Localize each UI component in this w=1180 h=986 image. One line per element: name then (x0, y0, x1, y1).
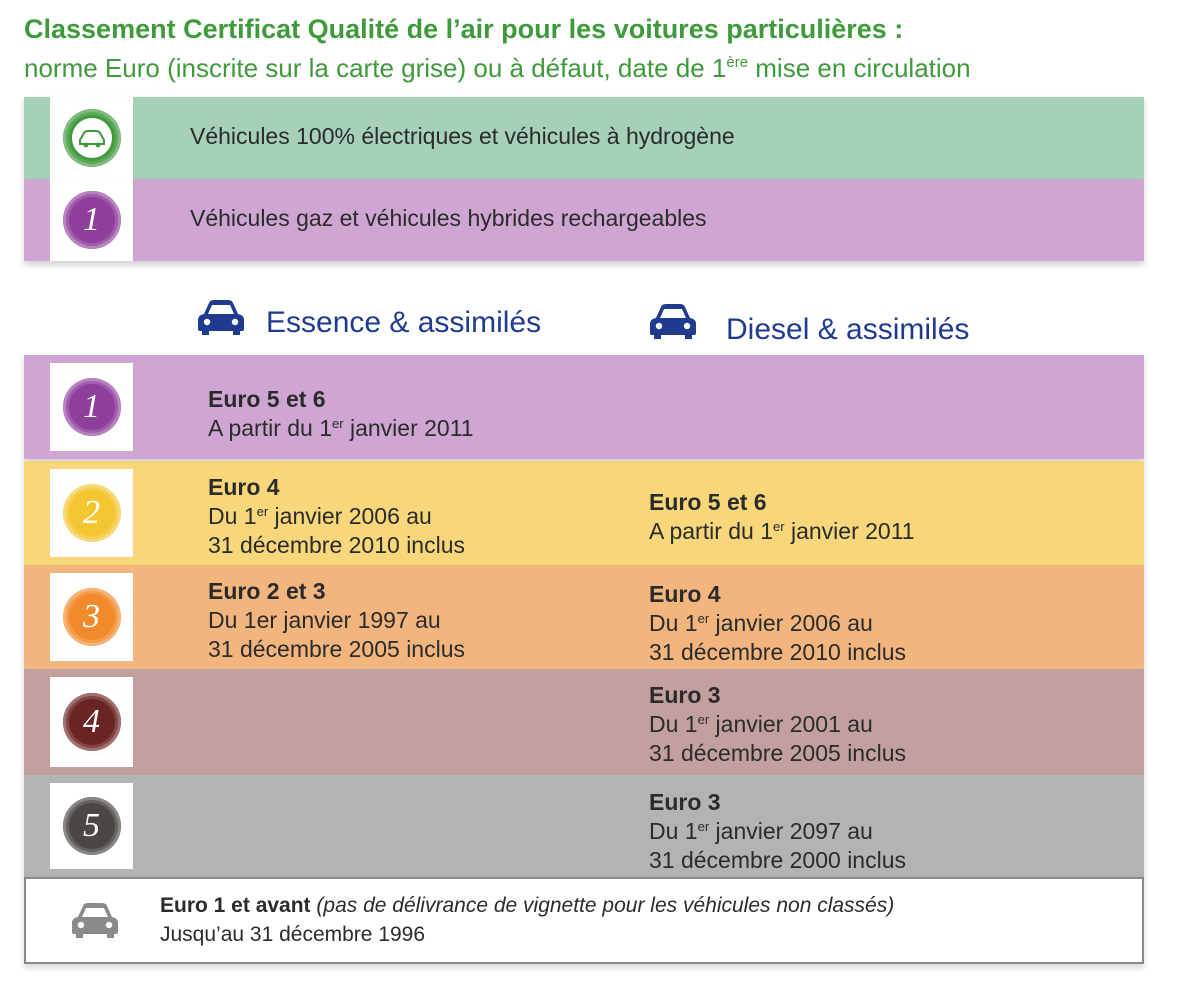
page-subtitle (24, 53, 971, 84)
date-sup: er (697, 611, 710, 626)
crit-air-number-icon: 1 (69, 197, 115, 243)
badge-box (50, 783, 133, 869)
subtitle-sup: ère (726, 54, 749, 71)
essence-euro-label: Euro 4 (208, 474, 280, 500)
essence-date-line (208, 502, 465, 531)
diesel-cell (649, 488, 915, 546)
diesel-euro-label: Euro 4 (649, 581, 721, 607)
crit-air-number-icon: 4 (69, 699, 115, 745)
row-text: Véhicules gaz et véhicules hybrides rechargeables (190, 205, 707, 231)
date-sup: er (332, 416, 344, 431)
date-text: janvier 2011 (343, 415, 474, 441)
badge-box (50, 573, 133, 661)
crit-air-1-icon (63, 191, 121, 249)
row-text: Véhicules 100% électriques et véhicules à hydrogène (190, 123, 735, 149)
crit-air-row-2 (24, 461, 1144, 565)
date-text: Du 1er janvier 1997 au (208, 607, 441, 633)
diesel-cell (649, 788, 906, 875)
diesel-date-line (649, 609, 906, 638)
car-icon (196, 298, 246, 336)
car-plug-icon (77, 127, 107, 149)
crit-air-number-icon: 5 (69, 803, 115, 849)
essence-date-line: 31 décembre 2010 inclus (208, 532, 465, 558)
crit-air-2-icon (63, 484, 121, 542)
badge-box (50, 97, 133, 179)
date-text: Du 1 (208, 503, 257, 529)
date-text: A partir du 1 (208, 415, 333, 441)
date-text: janvier 2006 au (709, 610, 873, 636)
diesel-date-line: 31 décembre 2010 inclus (649, 639, 906, 665)
car-icon (648, 302, 698, 340)
diesel-cell (649, 681, 906, 768)
unclassified-note: (pas de délivrance de vignette pour les véhicules non classés) (316, 894, 895, 917)
crit-air-row-1 (24, 355, 1144, 459)
badge-box (50, 363, 133, 451)
date-text: Du 1 (649, 610, 698, 636)
essence-date-line: 31 décembre 2005 inclus (208, 636, 465, 662)
essence-cell (208, 577, 465, 664)
diesel-euro-label: Euro 3 (649, 789, 721, 815)
date-sup: er (697, 819, 710, 834)
crit-air-5-icon (63, 797, 121, 855)
row-electric (24, 97, 1144, 179)
crit-air-row-4 (24, 669, 1144, 775)
date-text: janvier 2011 (784, 518, 915, 544)
diesel-date-line (649, 710, 906, 739)
crit-air-row-5 (24, 775, 1144, 877)
date-text: Du 1 (649, 711, 698, 737)
essence-date-line (208, 414, 474, 443)
date-sup: er (697, 712, 710, 727)
badge-box (50, 469, 133, 557)
date-sup: er (256, 504, 269, 519)
date-text: janvier 2001 au (709, 711, 873, 737)
diesel-date-line (649, 517, 915, 546)
crit-air-1-icon (63, 378, 121, 436)
diesel-cell (649, 580, 906, 667)
date-text: janvier 2097 au (709, 818, 873, 844)
crit-air-number-icon: 1 (69, 384, 115, 430)
column-essence-header: Essence & assimilés (266, 306, 542, 339)
row-gas-hybrid (24, 179, 1144, 261)
essence-euro-label: Euro 2 et 3 (208, 578, 326, 604)
essence-cell (208, 385, 474, 443)
diesel-euro-label: Euro 5 et 6 (649, 489, 767, 515)
diesel-date-line (649, 817, 906, 846)
unclassified-label: Euro 1 et avant (160, 894, 311, 917)
subtitle-text-2: mise en circulation (748, 53, 971, 83)
unclassified-text (160, 891, 894, 949)
crit-air-number-icon: 2 (69, 490, 115, 536)
date-sup: er (773, 519, 785, 534)
row-unclassified (24, 877, 1144, 964)
date-text: janvier 2006 au (268, 503, 432, 529)
diesel-euro-label: Euro 3 (649, 682, 721, 708)
car-icon (70, 901, 120, 939)
unclassified-date: Jusqu’au 31 décembre 1996 (160, 923, 426, 946)
date-text: Du 1 (649, 818, 698, 844)
page-title: Classement Certificat Qualité de l’air pour les voitures particulières : (24, 14, 904, 44)
essence-euro-label: Euro 5 et 6 (208, 386, 326, 412)
essence-date-line (208, 606, 465, 635)
electric-car-icon (69, 115, 115, 161)
crit-air-3-icon (63, 588, 121, 646)
column-diesel-header: Diesel & assimilés (726, 313, 970, 346)
essence-cell (208, 473, 465, 560)
badge-box (50, 179, 133, 261)
crit-air-4-icon (63, 693, 121, 751)
subtitle-text-1: norme Euro (inscrite sur la carte grise) ou à défaut, date de 1 (24, 53, 727, 83)
badge-box (50, 677, 133, 767)
crit-air-electric-icon (63, 109, 121, 167)
date-text: A partir du 1 (649, 518, 774, 544)
diesel-date-line: 31 décembre 2005 inclus (649, 740, 906, 766)
diesel-date-line: 31 décembre 2000 inclus (649, 847, 906, 873)
crit-air-number-icon: 3 (69, 594, 115, 640)
crit-air-row-3 (24, 565, 1144, 669)
